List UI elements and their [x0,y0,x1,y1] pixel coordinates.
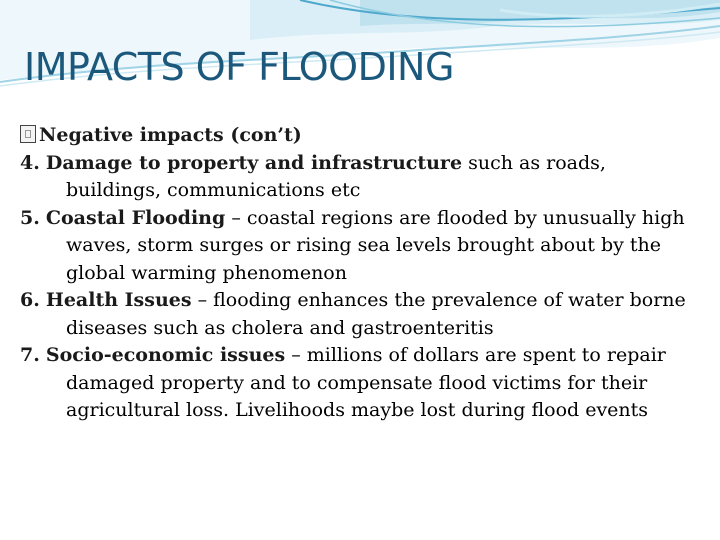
item-heading: Coastal Flooding [45,206,226,229]
item-number: 4. [20,151,40,174]
list-item [20,342,690,425]
item-text: – flooding enhances the prevalence of water borne diseases such as cholera and gastroenteritis [66,289,686,339]
list-item [20,287,690,342]
item-number: 5. [20,206,40,229]
missing-glyph-bullet-icon [20,125,36,143]
item-text: – millions of dollars are spent to repair damaged property and to compensate flood victims for their agricultural loss. Livelihoods maybe lost during flood events [66,344,666,421]
item-text: – coastal regions are flooded by unusually high waves, storm surges or rising sea levels brought about by the global warming phenomenon [66,206,685,284]
list-item [20,205,690,288]
list-item [20,150,690,205]
slide-title: IMPACTS OF FLOODING [24,45,454,89]
section-heading-text: Negative impacts (con’t) [39,124,302,146]
item-heading: Health Issues [45,289,192,311]
item-number: 7. [20,344,40,366]
item-heading: Damage to property and infrastructure [45,151,463,174]
item-heading: Socio-economic issues [45,344,286,366]
slide-body [20,122,690,425]
item-text: such as roads, buildings, communications etc [66,151,606,201]
item-number: 6. [20,289,40,311]
section-heading [20,122,690,150]
